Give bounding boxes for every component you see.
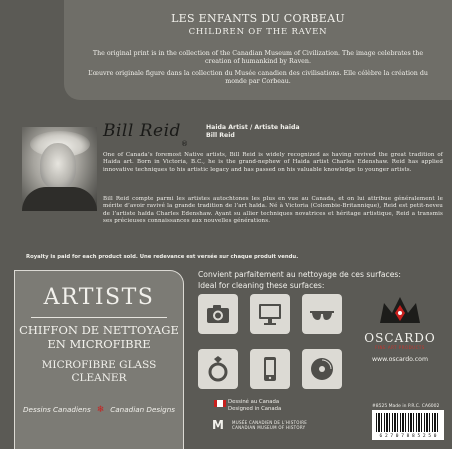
artist-credit	[206, 124, 300, 140]
ring-icon	[198, 349, 238, 389]
origin-english: Designed in Canada	[228, 405, 282, 412]
cleaning-heading-english: Ideal for cleaning these surfaces:	[198, 280, 325, 290]
origin-label	[228, 399, 281, 412]
divider	[31, 317, 167, 318]
product-panel	[14, 270, 184, 449]
museum-logo-icon: M	[212, 418, 224, 432]
canada-flag-icon	[214, 400, 226, 407]
barcode	[372, 410, 444, 440]
oscardo-brand: OSCARDO	[364, 331, 436, 345]
royalty-notice: Royalty is paid for each product sold. Une redevance est versée sur chaque produit vendu.	[26, 254, 299, 260]
oscardo-tagline: FINE ART PRODUCTS	[375, 345, 425, 350]
camera-icon	[198, 294, 238, 334]
oscardo-crown-icon	[378, 293, 422, 327]
collection-note-english: The original print is in the collection of the Canadian Museum of Civilization. The image celebrates the creation of humankind by Raven.	[92, 50, 424, 65]
artist-photo	[22, 127, 97, 211]
canadian-designs	[15, 405, 183, 415]
title-french: LES ENFANTS DU CORBEAU	[171, 12, 345, 25]
designs-french: Dessins Canadiens	[23, 405, 91, 414]
artist-name: Bill Reid	[206, 132, 235, 139]
barcode-number: 6 2 7 0 7 8 8 5 2 5 0	[379, 434, 437, 439]
maple-leaf-icon: ❄	[96, 405, 105, 415]
disc-icon	[302, 349, 342, 389]
title-english: CHILDREN OF THE RAVEN	[188, 27, 328, 37]
registered-mark: ®	[181, 140, 188, 148]
sunglasses-icon	[302, 294, 342, 334]
collection-note-french: L’œuvre originale figure dans la collection du Musée canadien des civilisations. Elle célèbre la création du monde par Corbeau.	[88, 70, 428, 85]
monitor-icon	[250, 294, 290, 334]
museum-french: MUSÉE CANADIEN DE L’HISTOIRE	[232, 420, 308, 425]
product-name-english: MICROFIBRE GLASS CLEANER	[41, 359, 157, 384]
header-panel	[64, 0, 452, 100]
artist-role: Haida Artist / Artiste haïda	[206, 124, 300, 131]
designs-english: Canadian Designs	[110, 405, 175, 414]
artist-signature: Bill Reid	[103, 121, 181, 141]
oscardo-url[interactable]: www.oscardo.com	[371, 356, 428, 363]
barcode-bars	[376, 413, 440, 432]
museum-label	[232, 420, 307, 430]
sku-label: #8525 Made in P.R.C. CA6002	[372, 404, 440, 409]
oscardo-logo	[357, 293, 443, 363]
cleaning-heading	[198, 270, 401, 291]
origin-french: Dessiné au Canada	[228, 399, 280, 405]
smartphone-icon	[250, 349, 290, 389]
artist-bio-french: Bill Reid compte parmi les artistes autochtones les plus en vue au Canada, et on lui attribue généralement le mérite d’avoir ravivé la grande tradition de l’art haïda. Né à Victoria (Colombie-Britannique), Reid est petit-neveu de l’artiste haïda Charles Edenshaw. Ayant su allier techniques novatrices et héritage artistique, Reid a transmis ses précieuses connaissances aux nouvelles générations.	[103, 196, 443, 224]
museum-english: CANADIAN MUSEUM OF HISTORY	[232, 425, 306, 430]
product-name-french: CHIFFON DE NETTOYAGE EN MICROFIBRE	[19, 323, 179, 351]
brand-title: ARTISTS	[43, 285, 155, 310]
cleaning-heading-french: Convient parfaitement au nettoyage de ces surfaces:	[198, 270, 401, 279]
artist-bio-english: One of Canada’s foremost Native artists, Bill Reid is widely recognized as having revived the great tradition of Haida art. Born in Victoria, B.C., he is the grand-nephew of Haida artist Charles Edenshaw. Reid has applied innovative techniques to his artistic legacy and has passed on his valuable knowledge to younger artists.	[103, 152, 443, 173]
